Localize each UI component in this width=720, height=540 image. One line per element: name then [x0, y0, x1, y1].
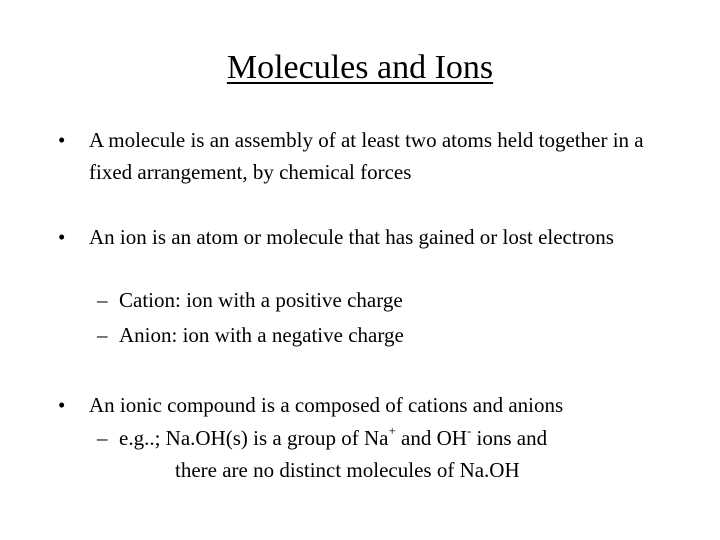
example-part-2: and OH: [395, 426, 467, 450]
sub-bullet-example: [97, 422, 657, 486]
slide-title: [0, 48, 720, 88]
example-line-1: [97, 422, 657, 454]
sub-bullet-text: Anion: ion with a negative charge: [119, 323, 404, 347]
hydroxide-charge: -: [466, 423, 472, 438]
example-part-3: ions and: [471, 426, 548, 450]
sub-bullet-marker: –: [97, 426, 108, 450]
bullet-text: An ion is an atom or molecule that has gained or lost electrons: [89, 225, 614, 249]
bullet-marker: •: [58, 128, 66, 152]
bullet-text: An ionic compound is a composed of cations and anions: [89, 393, 564, 417]
sub-bullet-anion: [97, 319, 657, 351]
sub-bullet-text: Cation: ion with a positive charge: [119, 288, 403, 312]
example-line-2: there are no distinct molecules of Na.OH: [175, 458, 520, 482]
sodium-charge: +: [388, 423, 396, 438]
bullet-ion: [58, 221, 658, 253]
bullet-marker: •: [58, 393, 66, 417]
sub-bullet-marker: –: [97, 288, 108, 312]
example-part-1: e.g..; Na.OH(s) is a group of Na: [119, 426, 389, 450]
title-text: Molecules and Ions: [226, 49, 494, 86]
sub-bullet-marker: –: [97, 323, 108, 347]
bullet-marker: •: [58, 225, 66, 249]
bullet-text: A molecule is an assembly of at least two atoms held together in a fixed arrangement, by chemical forces: [89, 128, 644, 184]
bullet-ionic-compound: [58, 389, 678, 421]
bullet-molecule: [58, 124, 658, 188]
sub-bullet-cation: [97, 284, 657, 316]
